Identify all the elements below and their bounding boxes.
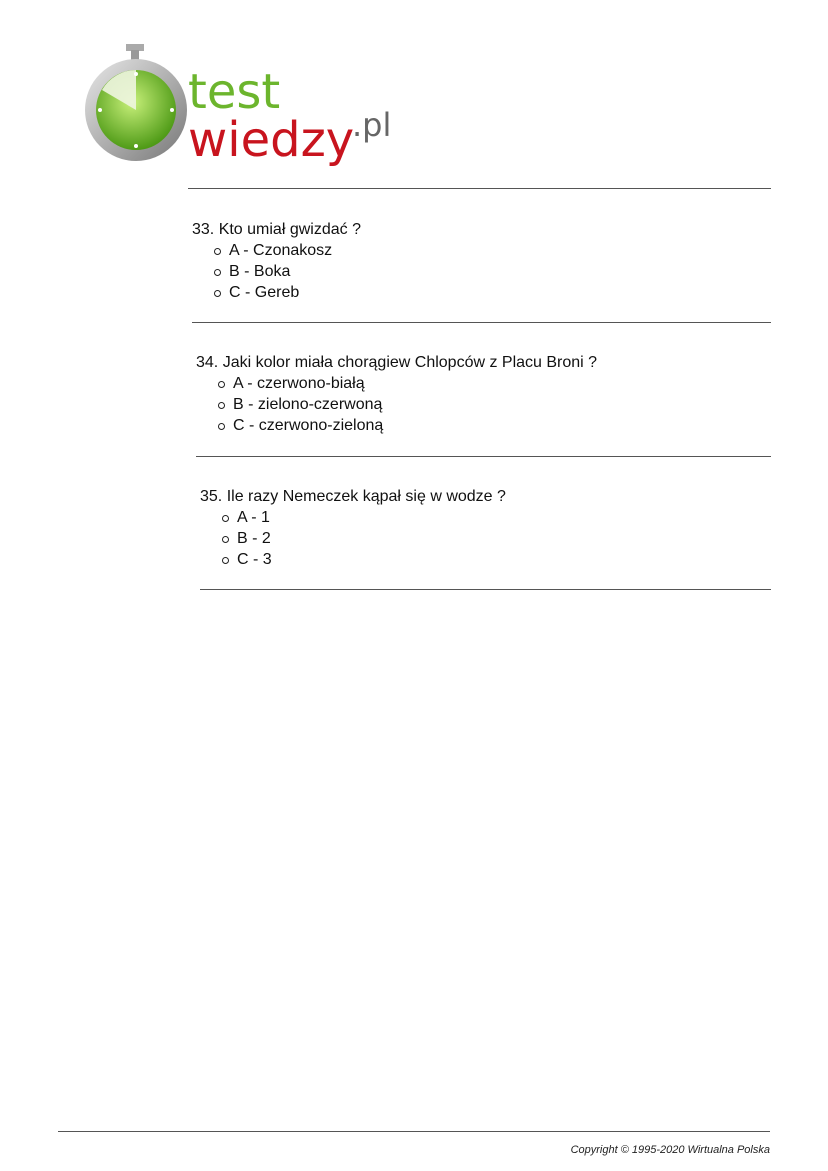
question-34	[196, 352, 597, 436]
answer-option: C - Gereb	[192, 282, 361, 303]
answer-option: A - 1	[200, 507, 506, 528]
bullet-icon	[222, 536, 229, 543]
divider	[200, 589, 771, 590]
bullet-icon	[214, 269, 221, 276]
divider	[196, 456, 771, 457]
question-title: 35. Ile razy Nemeczek kąpał się w wodze ?	[200, 488, 506, 505]
logo-pl-text: .pl	[352, 106, 392, 144]
divider	[188, 188, 771, 189]
question-35	[200, 486, 506, 570]
answer-option: B - 2	[200, 528, 506, 549]
footer-divider	[58, 1131, 770, 1132]
answer-option: B - zielono-czerwoną	[196, 394, 597, 415]
answer-option: A - Czonakosz	[192, 240, 361, 261]
bullet-icon	[218, 381, 225, 388]
question-33	[192, 219, 361, 303]
logo-test-text: test	[188, 64, 281, 120]
question-title: 33. Kto umiał gwizdać ?	[192, 221, 361, 238]
bullet-icon	[214, 248, 221, 255]
question-title: 34. Jaki kolor miała chorągiew Chlopców z Placu Broni ?	[196, 354, 598, 371]
answer-option: C - 3	[200, 549, 506, 570]
logo-wiedzy-text: wiedzy	[188, 112, 355, 167]
testwiedzy-logo	[84, 42, 414, 167]
answer-option: B - Boka	[192, 261, 361, 282]
copyright: Copyright © 1995-2020 Wirtualna Polska	[570, 1144, 770, 1156]
bullet-icon	[222, 557, 229, 564]
answer-option: A - czerwono-białą	[196, 373, 597, 394]
bullet-icon	[218, 402, 225, 409]
answer-option: C - czerwono-zieloną	[196, 415, 597, 436]
bullet-icon	[222, 515, 229, 522]
bullet-icon	[218, 423, 225, 430]
divider	[192, 322, 771, 323]
bullet-icon	[214, 290, 221, 297]
